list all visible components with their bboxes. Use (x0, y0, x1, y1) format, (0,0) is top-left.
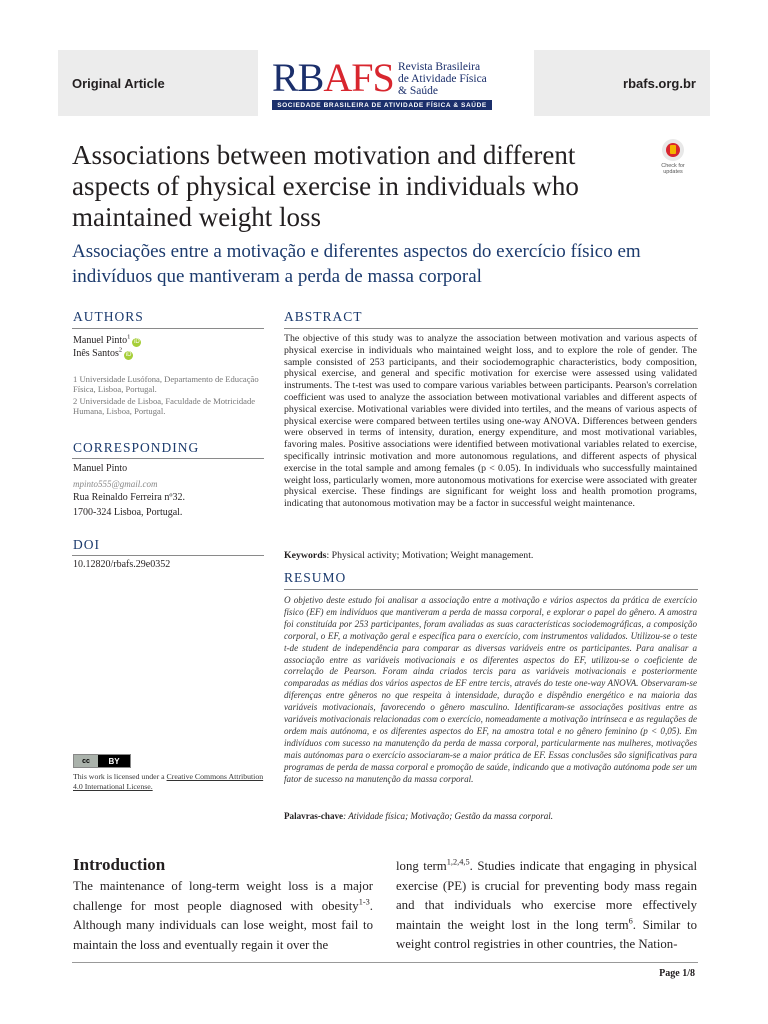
intro-heading: Introduction (73, 855, 166, 874)
corresponding-name: Manuel Pinto (73, 463, 128, 474)
footer-rule (72, 962, 698, 963)
cc-icon: cc (74, 755, 98, 767)
corresponding-rule (72, 458, 264, 459)
article-subtitle: Associações entre a motivação e diferentes aspectos do exercício físico em indivíduos que mantiveram a perda de massa corporal (72, 241, 641, 287)
intro-left-column: The maintenance of long-term weight loss is a major challenge for most people diagnosed with obesity$^{1-3}$. Although many individuals can lose weight, most fail to maintain the loss and eventually regain it over the (73, 879, 373, 952)
author-1: Manuel Pinto$^1$iD (73, 333, 140, 346)
author-2: Inês Santos$^2$iD (73, 346, 132, 359)
resumo-keywords: Palavras-chave: Atividade física; Motivação; Gestão da massa corporal. (284, 811, 554, 821)
corresponding-email[interactable]: mpinto555@gmail.com (73, 478, 158, 489)
orcid-icon[interactable]: iD (134, 339, 140, 345)
affiliation-1: 1 Universidade Lusófona, Departamento de Educação Física, Lisboa, Portugal. (73, 374, 259, 394)
journal-url[interactable]: rbafs.org.br (623, 75, 696, 91)
page-number: Page 1/8 (659, 968, 695, 979)
by-icon: BY (108, 756, 120, 766)
article-title: Associations between motivation and different aspects of physical exercise in individuals who maintained weight loss (72, 140, 579, 232)
check-for-updates-badge[interactable] (656, 139, 690, 179)
corresponding-heading: CORRESPONDING (73, 440, 200, 455)
abstract-rule (284, 328, 698, 329)
authors-heading: AUTHORS (73, 309, 144, 324)
logo-journal-name: Revista Brasileira de Atividade Física & Saúde (398, 61, 487, 97)
article-type-label: Original Article (72, 75, 165, 91)
check-updates-label: Check for updates (661, 163, 685, 175)
corresponding-block (73, 462, 185, 520)
doi-rule (72, 555, 264, 556)
article-type-box (58, 50, 258, 116)
journal-logo (272, 55, 492, 110)
resumo-text: O objetivo deste estudo foi analisar a associação entre a motivação e vários aspectos da prática de exercício físico (EF) em indivíduos que mantiveram a perda de massa corporal, e explorar o papel do gênero. A amostra foi constituída por 253 participantes, foram avaliadas as suas características sociodemográficas, a composição corporal, o EF, a motivação geral e específica para o exercício, com instrumentos validados. Utilizou-se o teste t-de student de independência para comparar as diversas variáveis entre os participantes. Para analisar a associação entre as variáveis motivacionais e os diferentes aspectos do EF, utilizou-se o coeficiente de correlação de Pearson. Foram ainda criados tercis para as variáveis motivacionais e posteriormente comparadas as médias dos vários aspectos de EF entre tercis, através do teste one-way ANOVA. Observaram-se diferenças entre gêneros no que respeita à intensidade, duração e dispêndio energético e na maioria das variáveis motivacionais, favorecendo o gênero masculino. Identificaram-se associações positivas entre as variáveis motivacionais relacionadas com o exercício, nomeadamente a motivação intrínseca e as regulações de ordem mais autónoma, e os diferentes aspectos do EF, na amostra total e no gênero feminino (p < 0,05). Em indivíduos com sucesso na manutenção da perda de massa corporal, particularmente nas mulheres, motivações mais autónomas para o exercício associaram-se a maior prática de EF. Essas conclusões são significativas para programas de perda de massa corporal e promoção de saúde, indicando que a motivação autónoma pode ser um fator de sucesso na manutenção da massa corporal. (284, 595, 697, 784)
resumo-heading: RESUMO (284, 570, 347, 585)
journal-url-box (534, 50, 710, 116)
intro-right-column: long term$^{1,2,4,5}$. Studies indicate that engaging in physical exercise (PE) is crucial for preventing body mass regain and that individuals who exercise more effectively maintain the weight lost in the long term$^6$. Similar to weight control registries in other countries, the Nation- (396, 857, 698, 951)
affiliation-2: 2 Universidade de Lisboa, Faculdade de Motricidade Humana, Lisboa, Portugal. (73, 396, 256, 416)
license-link[interactable]: Creative Commons Attribution 4.0 International License. (73, 772, 264, 791)
orcid-icon[interactable]: iD (125, 352, 132, 358)
logo-society-band: SOCIEDADE BRASILEIRA DE ATIVIDADE FÍSICA & SAÚDE (272, 100, 492, 110)
cc-by-badge[interactable] (73, 754, 131, 768)
authors-rule (72, 328, 264, 329)
abstract-text: The objective of this study was to analyze the association between motivation and various aspects of physical exercise in individuals who maintained weight loss, and to explore the role of gender. The sample consisted of 253 participants, and their sociodemographic characteristics, body composition, physical exercise, and general and specific motivation for exercise were assessed using validated instruments. The t-test was used to compare various variables between participants. Pearson's correlation coefficient was used to analyze the association between motivational variables and different aspects of physical exercise. Motivational variables were divided into tertiles, and the means of various aspects of physical exercise were compared between tertiles using one-way ANOVA. Differences between genders were observed in terms of intensity, duration, energy expenditure, and most motivational variables, favoring males. Positive associations were identified between motivational variables related to exercise, specifically intrinsic motivation and more autonomous regulations, and different aspects of physical exercise in the total sample and among females (p < 0.05). In individuals who successfully maintained weight loss, particularly women, more autonomous motivations for exercise were associated with greater physical exercise. These findings are significant for weight loss and health promotion programs, indicating that autonomous motivation may be a factor in successful weight maintenance. (284, 333, 697, 510)
license-text: This work is licensed under a Creative Commons Attribution 4.0 International License. (73, 772, 264, 791)
corresponding-address-1: Rua Reinaldo Ferreira nº32. (73, 492, 185, 503)
doi-value[interactable]: 10.12820/rbafs.29e0352 (73, 559, 171, 570)
logo-mark: RBAFS (272, 55, 394, 100)
doi-heading: DOI (73, 537, 100, 552)
corresponding-address-2: 1700-324 Lisboa, Portugal. (73, 506, 183, 518)
abstract-heading: ABSTRACT (284, 309, 363, 324)
resumo-rule (284, 589, 698, 590)
check-updates-icon (662, 139, 684, 161)
abstract-keywords: Keywords: Physical activity; Motivation; Weight management. (284, 550, 534, 561)
